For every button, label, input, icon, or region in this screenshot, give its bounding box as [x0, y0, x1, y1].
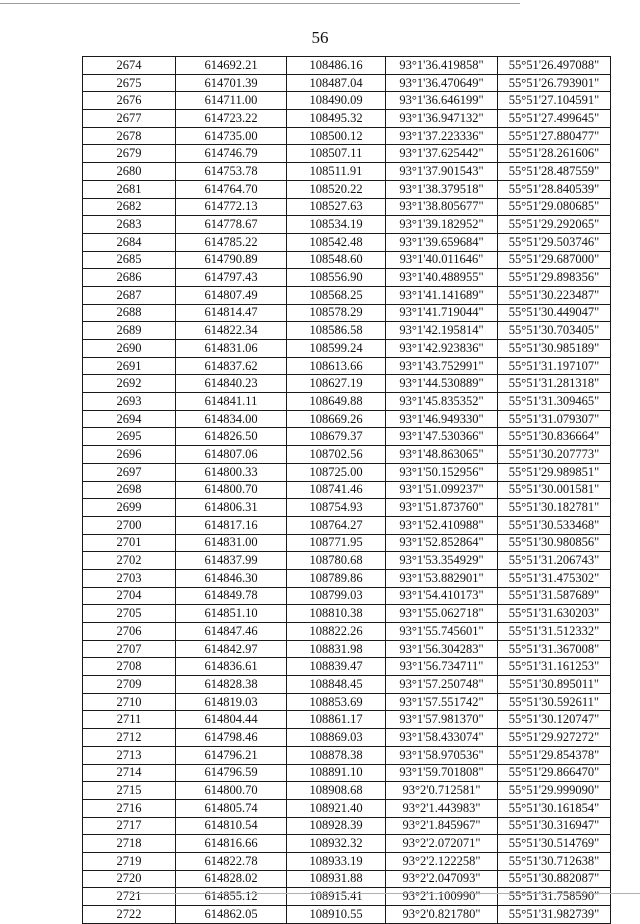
latitude-cell: 55°51'30.182781": [498, 499, 611, 517]
point-number-cell: 2690: [83, 340, 176, 358]
x-coordinate-cell: 614846.30: [176, 569, 287, 587]
x-coordinate-cell: 614831.06: [176, 340, 287, 358]
table-row: [83, 357, 611, 375]
x-coordinate-cell: 614816.66: [176, 835, 287, 853]
point-number-cell: 2697: [83, 463, 176, 481]
latitude-cell: 55°51'30.161854": [498, 799, 611, 817]
y-coordinate-cell: 108487.04: [287, 74, 386, 92]
x-coordinate-cell: 614764.70: [176, 180, 287, 198]
longitude-cell: 93°1'45.835352": [386, 393, 498, 411]
y-coordinate-cell: 108586.58: [287, 322, 386, 340]
y-coordinate-cell: 108725.00: [287, 463, 386, 481]
longitude-cell: 93°1'38.379518": [386, 180, 498, 198]
x-coordinate-cell: 614778.67: [176, 216, 287, 234]
latitude-cell: 55°51'26.793901": [498, 74, 611, 92]
table-row: [83, 516, 611, 534]
latitude-cell: 55°51'31.281318": [498, 375, 611, 393]
longitude-cell: 93°1'56.734711": [386, 658, 498, 676]
longitude-cell: 93°1'52.852864": [386, 534, 498, 552]
point-number-cell: 2722: [83, 906, 176, 924]
table-row: [83, 764, 611, 782]
table-row: [83, 817, 611, 835]
longitude-cell: 93°1'41.141689": [386, 286, 498, 304]
longitude-cell: 93°1'43.752991": [386, 357, 498, 375]
latitude-cell: 55°51'30.449047": [498, 304, 611, 322]
latitude-cell: 55°51'31.197107": [498, 357, 611, 375]
x-coordinate-cell: 614785.22: [176, 233, 287, 251]
latitude-cell: 55°51'30.533468": [498, 516, 611, 534]
point-number-cell: 2686: [83, 269, 176, 287]
latitude-cell: 55°51'30.895011": [498, 676, 611, 694]
latitude-cell: 55°51'30.514769": [498, 835, 611, 853]
longitude-cell: 93°1'46.949330": [386, 410, 498, 428]
latitude-cell: 55°51'28.840539": [498, 180, 611, 198]
y-coordinate-cell: 108741.46: [287, 481, 386, 499]
longitude-cell: 93°1'50.152956": [386, 463, 498, 481]
table-row: [83, 552, 611, 570]
y-coordinate-cell: 108669.26: [287, 410, 386, 428]
latitude-cell: 55°51'29.866470": [498, 764, 611, 782]
table-row: [83, 799, 611, 817]
point-number-cell: 2705: [83, 605, 176, 623]
point-number-cell: 2684: [83, 233, 176, 251]
y-coordinate-cell: 108921.40: [287, 799, 386, 817]
longitude-cell: 93°1'52.410988": [386, 516, 498, 534]
y-coordinate-cell: 108891.10: [287, 764, 386, 782]
point-number-cell: 2708: [83, 658, 176, 676]
point-number-cell: 2681: [83, 180, 176, 198]
latitude-cell: 55°51'30.985189": [498, 340, 611, 358]
x-coordinate-cell: 614701.39: [176, 74, 287, 92]
latitude-cell: 55°51'31.161253": [498, 658, 611, 676]
latitude-cell: 55°51'30.882087": [498, 870, 611, 888]
table-row: [83, 481, 611, 499]
y-coordinate-cell: 108679.37: [287, 428, 386, 446]
latitude-cell: 55°51'29.687000": [498, 251, 611, 269]
point-number-cell: 2721: [83, 888, 176, 906]
longitude-cell: 93°1'58.433074": [386, 729, 498, 747]
point-number-cell: 2712: [83, 729, 176, 747]
latitude-cell: 55°51'31.475302": [498, 569, 611, 587]
longitude-cell: 93°1'44.530889": [386, 375, 498, 393]
x-coordinate-cell: 614834.00: [176, 410, 287, 428]
point-number-cell: 2694: [83, 410, 176, 428]
longitude-cell: 93°1'41.719044": [386, 304, 498, 322]
longitude-cell: 93°1'40.488955": [386, 269, 498, 287]
table-row: [83, 127, 611, 145]
point-number-cell: 2707: [83, 640, 176, 658]
table-row: [83, 711, 611, 729]
y-coordinate-cell: 108507.11: [287, 145, 386, 163]
coordinates-table-body: [83, 57, 611, 924]
latitude-cell: 55°51'30.980856": [498, 534, 611, 552]
latitude-cell: 55°51'29.999090": [498, 782, 611, 800]
table-row: [83, 393, 611, 411]
x-coordinate-cell: 614842.97: [176, 640, 287, 658]
y-coordinate-cell: 108702.56: [287, 446, 386, 464]
table-row: [83, 322, 611, 340]
x-coordinate-cell: 614836.61: [176, 658, 287, 676]
x-coordinate-cell: 614723.22: [176, 110, 287, 128]
table-row: [83, 782, 611, 800]
table-row: [83, 251, 611, 269]
latitude-cell: 55°51'30.316947": [498, 817, 611, 835]
x-coordinate-cell: 614772.13: [176, 198, 287, 216]
x-coordinate-cell: 614814.47: [176, 304, 287, 322]
longitude-cell: 93°1'36.947132": [386, 110, 498, 128]
table-row: [83, 163, 611, 181]
latitude-cell: 55°51'31.206743": [498, 552, 611, 570]
x-coordinate-cell: 614840.23: [176, 375, 287, 393]
latitude-cell: 55°51'29.503746": [498, 233, 611, 251]
latitude-cell: 55°51'31.982739": [498, 906, 611, 924]
y-coordinate-cell: 108764.27: [287, 516, 386, 534]
y-coordinate-cell: 108500.12: [287, 127, 386, 145]
latitude-cell: 55°51'29.854378": [498, 746, 611, 764]
longitude-cell: 93°2'2.047093": [386, 870, 498, 888]
y-coordinate-cell: 108495.32: [287, 110, 386, 128]
x-coordinate-cell: 614851.10: [176, 605, 287, 623]
x-coordinate-cell: 614837.62: [176, 357, 287, 375]
table-row: [83, 534, 611, 552]
table-row: [83, 74, 611, 92]
x-coordinate-cell: 614790.89: [176, 251, 287, 269]
x-coordinate-cell: 614800.70: [176, 481, 287, 499]
table-row: [83, 852, 611, 870]
point-number-cell: 2710: [83, 693, 176, 711]
longitude-cell: 93°1'57.250748": [386, 676, 498, 694]
x-coordinate-cell: 614807.49: [176, 286, 287, 304]
table-row: [83, 693, 611, 711]
latitude-cell: 55°51'31.309465": [498, 393, 611, 411]
point-number-cell: 2709: [83, 676, 176, 694]
longitude-cell: 93°1'58.970536": [386, 746, 498, 764]
point-number-cell: 2675: [83, 74, 176, 92]
table-row: [83, 145, 611, 163]
y-coordinate-cell: 108869.03: [287, 729, 386, 747]
y-coordinate-cell: 108831.98: [287, 640, 386, 658]
y-coordinate-cell: 108928.39: [287, 817, 386, 835]
y-coordinate-cell: 108556.90: [287, 269, 386, 287]
longitude-cell: 93°1'57.551742": [386, 693, 498, 711]
x-coordinate-cell: 614796.21: [176, 746, 287, 764]
latitude-cell: 55°51'30.120747": [498, 711, 611, 729]
y-coordinate-cell: 108511.91: [287, 163, 386, 181]
y-coordinate-cell: 108520.22: [287, 180, 386, 198]
x-coordinate-cell: 614847.46: [176, 623, 287, 641]
longitude-cell: 93°2'2.122258": [386, 852, 498, 870]
y-coordinate-cell: 108810.38: [287, 605, 386, 623]
point-number-cell: 2691: [83, 357, 176, 375]
x-coordinate-cell: 614692.21: [176, 57, 287, 75]
table-row: [83, 57, 611, 75]
table-row: [83, 110, 611, 128]
table-row: [83, 410, 611, 428]
y-coordinate-cell: 108780.68: [287, 552, 386, 570]
x-coordinate-cell: 614797.43: [176, 269, 287, 287]
top-scan-rule: [0, 3, 520, 4]
x-coordinate-cell: 614746.79: [176, 145, 287, 163]
x-coordinate-cell: 614804.44: [176, 711, 287, 729]
longitude-cell: 93°1'51.873760": [386, 499, 498, 517]
x-coordinate-cell: 614796.59: [176, 764, 287, 782]
y-coordinate-cell: 108933.19: [287, 852, 386, 870]
y-coordinate-cell: 108490.09: [287, 92, 386, 110]
point-number-cell: 2711: [83, 711, 176, 729]
point-number-cell: 2704: [83, 587, 176, 605]
point-number-cell: 2717: [83, 817, 176, 835]
longitude-cell: 93°1'51.099237": [386, 481, 498, 499]
point-number-cell: 2696: [83, 446, 176, 464]
latitude-cell: 55°51'30.207773": [498, 446, 611, 464]
table-row: [83, 180, 611, 198]
x-coordinate-cell: 614841.11: [176, 393, 287, 411]
table-row: [83, 623, 611, 641]
x-coordinate-cell: 614826.50: [176, 428, 287, 446]
latitude-cell: 55°51'30.592611": [498, 693, 611, 711]
latitude-cell: 55°51'31.512332": [498, 623, 611, 641]
longitude-cell: 93°2'0.821780": [386, 906, 498, 924]
table-row: [83, 340, 611, 358]
table-row: [83, 198, 611, 216]
point-number-cell: 2714: [83, 764, 176, 782]
longitude-cell: 93°1'37.625442": [386, 145, 498, 163]
point-number-cell: 2688: [83, 304, 176, 322]
y-coordinate-cell: 108527.63: [287, 198, 386, 216]
point-number-cell: 2720: [83, 870, 176, 888]
point-number-cell: 2689: [83, 322, 176, 340]
table-row: [83, 587, 611, 605]
point-number-cell: 2719: [83, 852, 176, 870]
point-number-cell: 2699: [83, 499, 176, 517]
latitude-cell: 55°51'30.223487": [498, 286, 611, 304]
point-number-cell: 2676: [83, 92, 176, 110]
latitude-cell: 55°51'31.079307": [498, 410, 611, 428]
longitude-cell: 93°1'36.419858": [386, 57, 498, 75]
latitude-cell: 55°51'31.367008": [498, 640, 611, 658]
x-coordinate-cell: 614806.31: [176, 499, 287, 517]
point-number-cell: 2713: [83, 746, 176, 764]
x-coordinate-cell: 614817.16: [176, 516, 287, 534]
x-coordinate-cell: 614798.46: [176, 729, 287, 747]
y-coordinate-cell: 108754.93: [287, 499, 386, 517]
point-number-cell: 2683: [83, 216, 176, 234]
coordinates-table: [82, 56, 611, 924]
longitude-cell: 93°1'48.863065": [386, 446, 498, 464]
point-number-cell: 2715: [83, 782, 176, 800]
x-coordinate-cell: 614822.78: [176, 852, 287, 870]
longitude-cell: 93°1'36.646199": [386, 92, 498, 110]
longitude-cell: 93°1'37.223336": [386, 127, 498, 145]
table-row: [83, 463, 611, 481]
latitude-cell: 55°51'27.499645": [498, 110, 611, 128]
x-coordinate-cell: 614822.34: [176, 322, 287, 340]
y-coordinate-cell: 108789.86: [287, 569, 386, 587]
longitude-cell: 93°1'53.882901": [386, 569, 498, 587]
longitude-cell: 93°1'57.981370": [386, 711, 498, 729]
x-coordinate-cell: 614855.12: [176, 888, 287, 906]
point-number-cell: 2674: [83, 57, 176, 75]
page-number: 56: [311, 28, 329, 47]
table-row: [83, 216, 611, 234]
longitude-cell: 93°1'42.923836": [386, 340, 498, 358]
y-coordinate-cell: 108534.19: [287, 216, 386, 234]
table-row: [83, 428, 611, 446]
table-row: [83, 569, 611, 587]
latitude-cell: 55°51'30.836664": [498, 428, 611, 446]
longitude-cell: 93°2'1.443983": [386, 799, 498, 817]
point-number-cell: 2685: [83, 251, 176, 269]
longitude-cell: 93°1'42.195814": [386, 322, 498, 340]
y-coordinate-cell: 108649.88: [287, 393, 386, 411]
point-number-cell: 2680: [83, 163, 176, 181]
table-row: [83, 640, 611, 658]
latitude-cell: 55°51'30.703405": [498, 322, 611, 340]
point-number-cell: 2693: [83, 393, 176, 411]
x-coordinate-cell: 614735.00: [176, 127, 287, 145]
table-row: [83, 676, 611, 694]
y-coordinate-cell: 108878.38: [287, 746, 386, 764]
x-coordinate-cell: 614800.33: [176, 463, 287, 481]
y-coordinate-cell: 108542.48: [287, 233, 386, 251]
point-number-cell: 2706: [83, 623, 176, 641]
latitude-cell: 55°51'29.080685": [498, 198, 611, 216]
table-row: [83, 233, 611, 251]
longitude-cell: 93°2'0.712581": [386, 782, 498, 800]
y-coordinate-cell: 108861.17: [287, 711, 386, 729]
latitude-cell: 55°51'29.927272": [498, 729, 611, 747]
point-number-cell: 2718: [83, 835, 176, 853]
latitude-cell: 55°51'31.587689": [498, 587, 611, 605]
y-coordinate-cell: 108931.88: [287, 870, 386, 888]
latitude-cell: 55°51'29.989851": [498, 463, 611, 481]
longitude-cell: 93°1'55.062718": [386, 605, 498, 623]
y-coordinate-cell: 108548.60: [287, 251, 386, 269]
latitude-cell: 55°51'28.487559": [498, 163, 611, 181]
point-number-cell: 2682: [83, 198, 176, 216]
y-coordinate-cell: 108799.03: [287, 587, 386, 605]
point-number-cell: 2698: [83, 481, 176, 499]
table-row: [83, 870, 611, 888]
y-coordinate-cell: 108915.41: [287, 888, 386, 906]
table-row: [83, 92, 611, 110]
x-coordinate-cell: 614711.00: [176, 92, 287, 110]
latitude-cell: 55°51'26.497088": [498, 57, 611, 75]
latitude-cell: 55°51'30.712638": [498, 852, 611, 870]
table-row: [83, 746, 611, 764]
point-number-cell: 2678: [83, 127, 176, 145]
latitude-cell: 55°51'31.630203": [498, 605, 611, 623]
x-coordinate-cell: 614849.78: [176, 587, 287, 605]
y-coordinate-cell: 108613.66: [287, 357, 386, 375]
longitude-cell: 93°1'39.182952": [386, 216, 498, 234]
latitude-cell: 55°51'28.261606": [498, 145, 611, 163]
point-number-cell: 2701: [83, 534, 176, 552]
x-coordinate-cell: 614819.03: [176, 693, 287, 711]
point-number-cell: 2692: [83, 375, 176, 393]
y-coordinate-cell: 108486.16: [287, 57, 386, 75]
longitude-cell: 93°2'2.072071": [386, 835, 498, 853]
x-coordinate-cell: 614828.02: [176, 870, 287, 888]
longitude-cell: 93°1'47.530366": [386, 428, 498, 446]
longitude-cell: 93°1'54.410173": [386, 587, 498, 605]
y-coordinate-cell: 108822.26: [287, 623, 386, 641]
x-coordinate-cell: 614753.78: [176, 163, 287, 181]
y-coordinate-cell: 108908.68: [287, 782, 386, 800]
longitude-cell: 93°1'56.304283": [386, 640, 498, 658]
table-row: [83, 499, 611, 517]
x-coordinate-cell: 614828.38: [176, 676, 287, 694]
y-coordinate-cell: 108839.47: [287, 658, 386, 676]
x-coordinate-cell: 614807.06: [176, 446, 287, 464]
table-row: [83, 888, 611, 906]
x-coordinate-cell: 614805.74: [176, 799, 287, 817]
x-coordinate-cell: 614831.00: [176, 534, 287, 552]
x-coordinate-cell: 614800.70: [176, 782, 287, 800]
y-coordinate-cell: 108627.19: [287, 375, 386, 393]
table-row: [83, 906, 611, 924]
longitude-cell: 93°1'55.745601": [386, 623, 498, 641]
longitude-cell: 93°1'38.805677": [386, 198, 498, 216]
point-number-cell: 2700: [83, 516, 176, 534]
latitude-cell: 55°51'27.880477": [498, 127, 611, 145]
y-coordinate-cell: 108599.24: [287, 340, 386, 358]
longitude-cell: 93°1'53.354929": [386, 552, 498, 570]
table-row: [83, 605, 611, 623]
longitude-cell: 93°1'37.901543": [386, 163, 498, 181]
y-coordinate-cell: 108848.45: [287, 676, 386, 694]
latitude-cell: 55°51'31.758590": [498, 888, 611, 906]
latitude-cell: 55°51'29.292065": [498, 216, 611, 234]
y-coordinate-cell: 108932.32: [287, 835, 386, 853]
point-number-cell: 2677: [83, 110, 176, 128]
table-row: [83, 446, 611, 464]
latitude-cell: 55°51'27.104591": [498, 92, 611, 110]
table-row: [83, 375, 611, 393]
table-row: [83, 835, 611, 853]
longitude-cell: 93°1'36.470649": [386, 74, 498, 92]
longitude-cell: 93°1'59.701808": [386, 764, 498, 782]
x-coordinate-cell: 614837.99: [176, 552, 287, 570]
table-row: [83, 269, 611, 287]
bottom-scan-rule: [130, 893, 640, 894]
longitude-cell: 93°1'40.011646": [386, 251, 498, 269]
point-number-cell: 2716: [83, 799, 176, 817]
longitude-cell: 93°1'39.659684": [386, 233, 498, 251]
y-coordinate-cell: 108853.69: [287, 693, 386, 711]
table-row: [83, 729, 611, 747]
longitude-cell: 93°2'1.100990": [386, 888, 498, 906]
table-row: [83, 658, 611, 676]
y-coordinate-cell: 108910.55: [287, 906, 386, 924]
point-number-cell: 2695: [83, 428, 176, 446]
point-number-cell: 2687: [83, 286, 176, 304]
x-coordinate-cell: 614810.54: [176, 817, 287, 835]
latitude-cell: 55°51'30.001581": [498, 481, 611, 499]
x-coordinate-cell: 614862.05: [176, 906, 287, 924]
longitude-cell: 93°2'1.845967": [386, 817, 498, 835]
y-coordinate-cell: 108771.95: [287, 534, 386, 552]
table-row: [83, 286, 611, 304]
table-row: [83, 304, 611, 322]
point-number-cell: 2702: [83, 552, 176, 570]
y-coordinate-cell: 108568.25: [287, 286, 386, 304]
latitude-cell: 55°51'29.898356": [498, 269, 611, 287]
point-number-cell: 2703: [83, 569, 176, 587]
y-coordinate-cell: 108578.29: [287, 304, 386, 322]
point-number-cell: 2679: [83, 145, 176, 163]
